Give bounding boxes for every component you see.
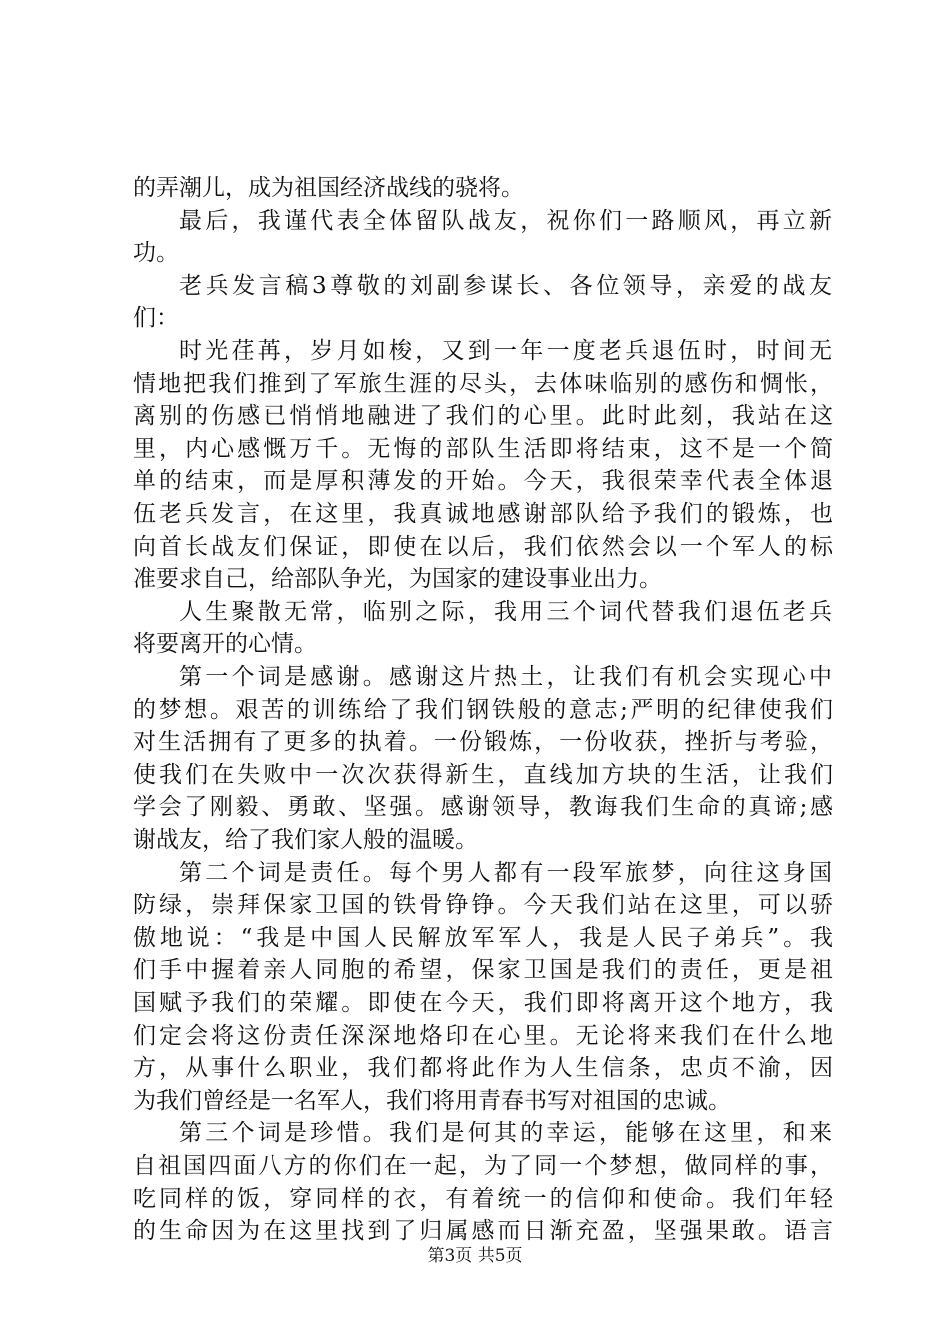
text-line: 功。 — [133, 240, 179, 267]
text-line: 伍老兵发言，在这里，我真诚地感谢部队给予我们的锻炼，也 — [133, 501, 833, 527]
text-line: 国赋予我们的荣耀。即使在今天，我们即将离开这个地方，我 — [133, 990, 833, 1016]
text-line: 的梦想。艰苦的训练给了我们钢铁般的意志;严明的纪律使我们 — [133, 696, 833, 723]
text-line: 向首长战友们保证，即使在以后，我们依然会以一个军人的标 — [133, 533, 833, 560]
text-line: 傲地说：“我是中国人民解放军军人，我是人民子弟兵”。我 — [133, 924, 833, 951]
text-line: 为我们曾经是一名军人，我们将用青春书写对祖国的忠诚。 — [133, 1087, 731, 1114]
text-line: 们手中握着亲人同胞的希望，保家卫国是我们的责任，更是祖 — [133, 957, 833, 984]
text-line: 第三个词是珍惜。我们是何其的幸运，能够在这里，和来 — [179, 1120, 832, 1147]
text-line: 老兵发言稿3尊敬的刘副参谋长、各位领导，亲爱的战友 — [179, 272, 832, 299]
text-line: 使我们在失败中一次次获得新生，直线加方块的生活，让我们 — [133, 761, 833, 788]
text-line: 情地把我们推到了军旅生涯的尽头，去体味临别的感伤和惆怅， — [133, 370, 833, 397]
text-line: 人生聚散无常，临别之际，我用三个词代替我们退伍老兵 — [179, 598, 832, 625]
text-line: 的生命因为在这里找到了归属感而日渐充盈，坚强果敢。语言 — [133, 1218, 833, 1245]
text-line: 第一个词是感谢。感谢这片热土，让我们有机会实现心中 — [179, 664, 832, 690]
text-line: 里，内心感慨万千。无悔的部队生活即将结束，这不是一个简 — [133, 435, 833, 462]
text-line: 吃同样的饭，穿同样的衣，有着统一的信仰和使命。我们年轻 — [133, 1185, 833, 1212]
text-line: 们： — [133, 305, 179, 332]
text-line: 谢战友，给了我们家人般的温暖。 — [133, 827, 478, 853]
text-line: 自祖国四面八方的你们在一起，为了同一个梦想，做同样的事， — [133, 1153, 833, 1179]
text-line: 时光荏苒，岁月如梭，又到一年一度老兵退伍时，时间无 — [179, 338, 832, 364]
text-line: 将要离开的心情。 — [133, 631, 317, 658]
text-line: 防绿，崇拜保家卫国的铁骨铮铮。今天我们站在这里，可以骄 — [133, 892, 833, 919]
text-line: 方，从事什么职业，我们都将此作为人生信条，忠贞不渝，因 — [133, 1055, 833, 1082]
text-line: 们定会将这份责任深深地烙印在心里。无论将来我们在什么地 — [133, 1022, 833, 1049]
text-line: 准要求自己，给部队争光，为国家的建设事业出力。 — [133, 566, 662, 593]
text-line: 单的结束，而是厚积薄发的开始。今天，我很荣幸代表全体退 — [133, 468, 833, 495]
text-line: 最后，我谨代表全体留队战友，祝你们一路顺风，再立新 — [179, 207, 832, 234]
text-line: 对生活拥有了更多的执着。一份锻炼，一份收获，挫折与考验， — [133, 729, 833, 756]
text-line: 离别的伤感已悄悄地融进了我们的心里。此时此刻，我站在这 — [133, 403, 833, 430]
text-line: 学会了刚毅、勇敢、坚强。感谢领导，教诲我们生命的真谛;感 — [133, 794, 833, 821]
page-footer: 第3页 共5页 — [427, 1246, 523, 1266]
text-line: 第二个词是责任。每个男人都有一段军旅梦，向往这身国 — [179, 859, 832, 886]
text-line: 的弄潮儿，成为祖国经济战线的骁将。 — [133, 175, 524, 201]
